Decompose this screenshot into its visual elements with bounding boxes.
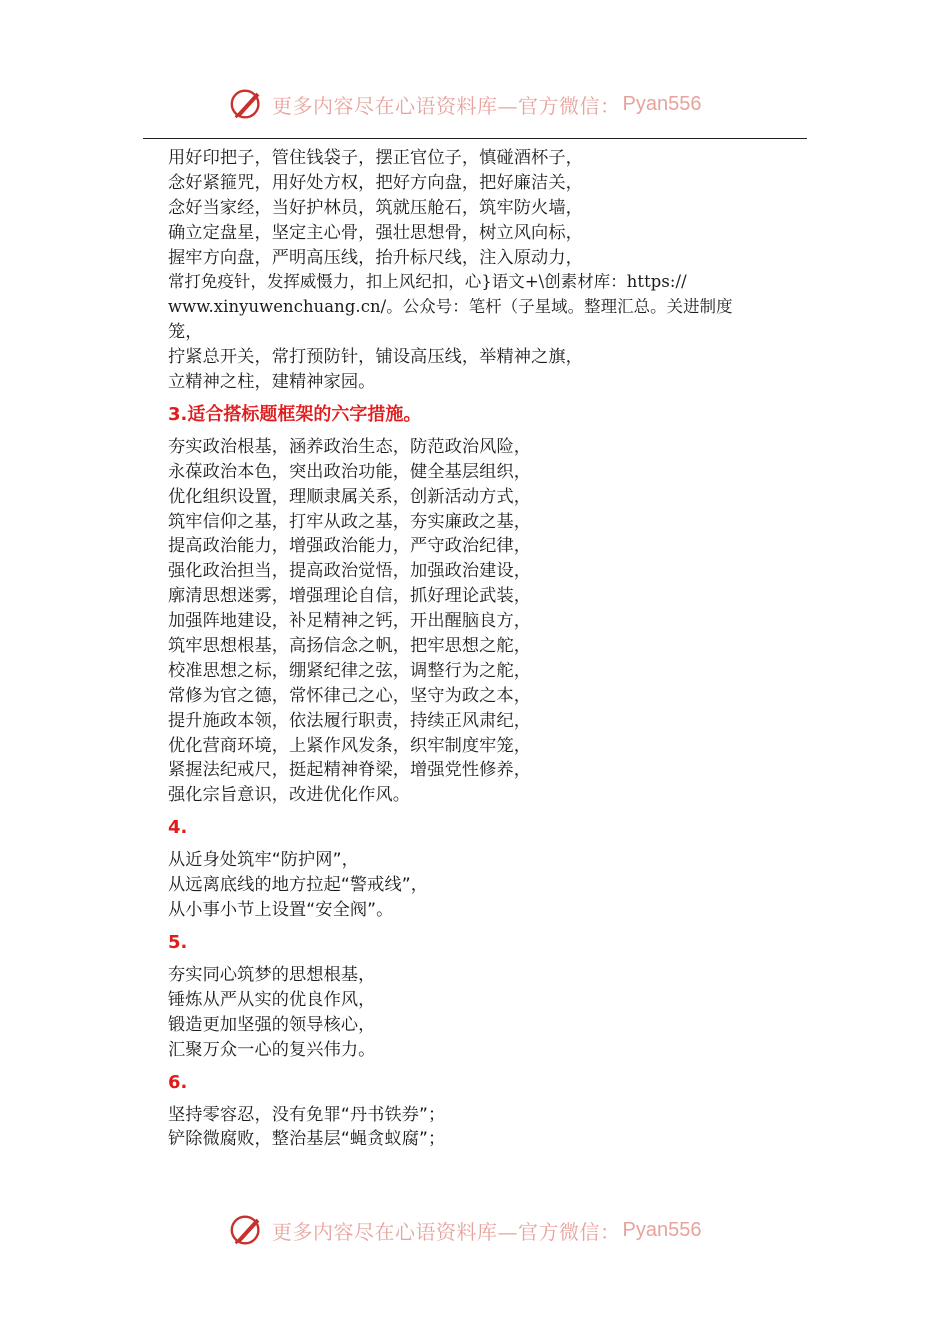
text-line: 夯实政治根基，涵养政治生态，防范政治风险，	[168, 436, 532, 457]
text-line: 永葆政治本色，突出政治功能，健全基层组织，	[168, 461, 532, 482]
text-line: 夯实同心筑梦的思想根基，	[168, 964, 376, 985]
section-heading-6: 6.	[168, 1071, 188, 1093]
section-3	[168, 435, 798, 808]
text-line: 筑牢信仰之基，打牢从政之基，夯实廉政之基，	[168, 511, 532, 532]
page-header	[0, 82, 950, 126]
text-line: 握牢方向盘，严明高压线，抬升标尺线，注入原动力，	[168, 247, 583, 268]
section-heading-3: 3.适合搭标题框架的六字措施。	[168, 403, 422, 425]
text-line: 用好印把子，管住钱袋子，摆正官位子，慎碰酒杯子，	[168, 148, 583, 168]
header-brand-id: Pyan556	[622, 92, 702, 115]
footer-brand	[228, 1208, 701, 1252]
text-line: 铲除微腐败，整治基层“蝇贪蚁腐”；	[168, 1129, 446, 1150]
text-line: 从远离底线的地方拉起“警戒线”，	[168, 875, 429, 896]
text-line: www.xinyuwenchuang.cn/。公众号：笔杆（子星域。整理汇总。关进制度	[168, 297, 733, 317]
header-brand-text: 更多内容尽在心语资料库—官方微信：	[272, 93, 621, 118]
text-line: 拧紧总开关，常打预防针，铺设高压线，举精神之旗，	[168, 347, 583, 368]
text-line: 常修为官之德，常怀律己之心，坚守为政之本，	[168, 685, 532, 706]
text-line: 坚持零容忍，没有免罪“丹书铁券”；	[168, 1104, 446, 1125]
text-line: 强化宗旨意识，改进优化作风。	[168, 785, 411, 806]
quill-logo-icon	[228, 1210, 266, 1250]
text-line: 强化政治担当，提高政治觉悟，加强政治建设，	[168, 561, 532, 582]
text-line: 笼，	[168, 322, 203, 343]
section-6	[168, 1103, 798, 1153]
text-line: 校准思想之标，绷紧纪律之弦，调整行为之舵，	[168, 660, 532, 681]
text-line: 从小事小节上设置“安全阀”。	[168, 900, 394, 921]
text-line: 锤炼从严从实的优良作风，	[168, 989, 376, 1010]
text-line: 优化组织设置，理顺隶属关系，创新活动方式，	[168, 486, 532, 507]
text-line: 紧握法纪戒尺，挺起精神脊梁，增强党性修养，	[168, 760, 532, 781]
header-brand	[228, 82, 701, 126]
section-top	[168, 146, 798, 395]
text-line: 锻造更加坚强的领导核心，	[168, 1014, 376, 1035]
document-body	[168, 146, 798, 1152]
text-line: 优化营商环境，上紧作风发条，织牢制度牢笼，	[168, 735, 532, 756]
footer-brand-text: 更多内容尽在心语资料库—官方微信：	[272, 1219, 621, 1244]
text-line: 提升施政本领，依法履行职责，持续正风肃纪，	[168, 710, 532, 731]
footer-brand-id: Pyan556	[622, 1218, 702, 1241]
text-line: 念好紧箍咒，用好处方权，把好方向盘，把好廉洁关，	[168, 172, 583, 193]
text-line: 念好当家经，当好护林员，筑就压舱石，筑牢防火墙，	[168, 197, 583, 218]
section-4	[168, 848, 798, 923]
section-heading-4: 4.	[168, 817, 188, 839]
text-line: 立精神之柱，建精神家园。	[168, 372, 376, 393]
text-line: 确立定盘星，坚定主心骨，强壮思想骨，树立风向标，	[168, 222, 583, 243]
text-line: 筑牢思想根基，高扬信念之帆，把牢思想之舵，	[168, 636, 532, 657]
text-line: 加强阵地建设，补足精神之钙，开出醒脑良方，	[168, 611, 532, 632]
text-line: 汇聚万众一心的复兴伟力。	[168, 1039, 376, 1060]
text-line: 廓清思想迷雾，增强理论自信，抓好理论武装，	[168, 586, 532, 607]
text-line: 常打免疫针，发挥威慑力，扣上风纪扣，心}语文+\创素材库：https://	[168, 272, 687, 292]
page-footer	[0, 1208, 950, 1252]
header-divider	[143, 138, 807, 139]
section-5	[168, 963, 798, 1063]
text-line: 从近身处筑牢“防护网”，	[168, 850, 359, 871]
quill-logo-icon	[228, 84, 266, 124]
text-line: 提高政治能力，增强政治能力，严守政治纪律，	[168, 536, 532, 557]
section-heading-5: 5.	[168, 931, 188, 953]
